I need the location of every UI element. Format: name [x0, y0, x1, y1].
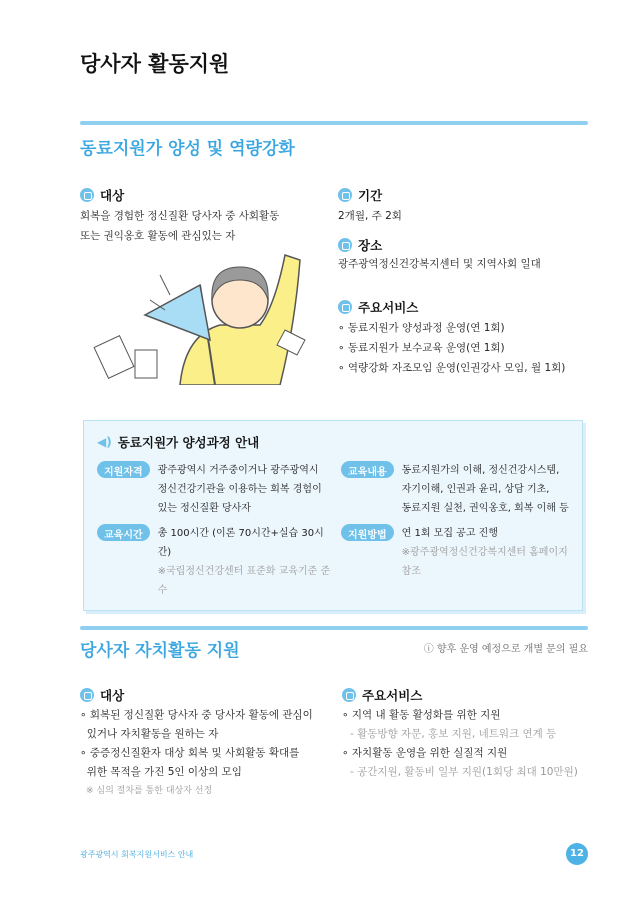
service-sub: - 활동방향 자문, 홍보 지원, 네트워크 연계 등: [350, 728, 557, 740]
label: 주요서비스: [362, 688, 423, 703]
service-sub: - 공간지원, 활동비 일부 지원(1회당 최대 10만원): [350, 766, 578, 778]
text: 자기이해, 인권과 윤리, 상담 기초,: [401, 484, 550, 495]
person-icon: [80, 188, 94, 202]
note: ※광주광역정신건강복지센터 홈페이지 참조: [401, 547, 568, 577]
period-block: [338, 186, 402, 226]
target-block: [80, 186, 328, 246]
place-block: [338, 236, 541, 274]
label: 대상: [100, 188, 125, 203]
services-block: [338, 298, 565, 378]
service-item: ∘ 동료지원가 보수교육 운영(연 1회): [338, 342, 505, 354]
speaker-icon: ◀): [97, 435, 112, 449]
target-line: ∘ 회복된 정신질환 당사자 중 당사자 활동에 관심이: [80, 709, 313, 721]
person-icon: [80, 688, 94, 702]
target-line: ∘ 중증정신질환자 대상 회복 및 사회활동 확대를: [80, 747, 300, 759]
footer-text: 광주광역시 회복지원서비스 안내: [80, 850, 194, 859]
location-icon: [338, 238, 352, 252]
text: 있는 정신질환 당사자: [157, 503, 251, 514]
service-item: ∘ 동료지원가 양성과정 운영(연 1회): [338, 322, 505, 334]
section-title: 동료지원가 양성 및 역량강화: [80, 139, 295, 159]
target-line: 있거나 자치활동을 원하는 자: [80, 728, 219, 740]
target-block: [80, 686, 332, 801]
text: 총 100시간 (이론 70시간+실습 30시간): [157, 528, 324, 558]
text: 동료지원가의 이해, 정신건강시스템,: [401, 465, 560, 476]
divider: [80, 121, 588, 125]
info-note: ⓘ 향후 운영 예정으로 개별 문의 필요: [423, 644, 588, 655]
note: ※국립정신건강센터 표준화 교육기준 준수: [157, 566, 331, 596]
box-title: 동료지원가 양성과정 안내: [117, 435, 260, 450]
badge-method: 지원방법: [341, 524, 394, 541]
target-line: 회복을 경험한 정신질환 당사자 중 사회활동: [80, 210, 280, 222]
text: 정신건강기관을 이용하는 회복 경험이: [157, 484, 322, 495]
label: 기간: [358, 188, 383, 203]
badge-qualification: 지원자격: [97, 461, 150, 478]
page-number: 12: [566, 843, 588, 865]
label: 장소: [358, 238, 383, 253]
target-line: 위한 목적을 가진 5인 이상의 모임: [80, 766, 242, 778]
label: 대상: [100, 688, 125, 703]
service-item: ∘ 역량강화 자조모임 운영(인권강사 모임, 월 1회): [338, 362, 566, 374]
page-title: 당사자 활동지원: [80, 52, 230, 76]
heart-icon: [338, 300, 352, 314]
course-info-box: [83, 420, 583, 611]
calendar-icon: [338, 188, 352, 202]
services-block: [342, 686, 588, 782]
target-line: 또는 권익옹호 활동에 관심있는 자: [80, 230, 236, 242]
badge-content: 교육내용: [341, 461, 394, 478]
note: ※ 심의 절차를 통한 대상자 선정: [86, 786, 213, 796]
illustration: [90, 245, 320, 385]
service-item: ∘ 지역 내 활동 활성화를 위한 지원: [342, 709, 501, 721]
text: 연 1회 모집 공고 진행: [401, 528, 498, 539]
text: 동료지원 실천, 권익옹호, 회복 이해 등: [401, 503, 569, 514]
badge-hours: 교육시간: [97, 524, 150, 541]
period-text: 2개월, 주 2회: [338, 210, 402, 222]
divider: [80, 626, 588, 630]
text: 광주광역시 거주중이거나 광주광역시: [157, 465, 319, 476]
label: 주요서비스: [358, 300, 419, 315]
section-title: 당사자 자치활동 지원: [80, 641, 240, 661]
service-item: ∘ 자치활동 운영을 위한 실질적 지원: [342, 747, 508, 759]
heart-icon: [342, 688, 356, 702]
place-text: 광주광역정신건강복지센터 및 지역사회 일대: [338, 258, 541, 270]
